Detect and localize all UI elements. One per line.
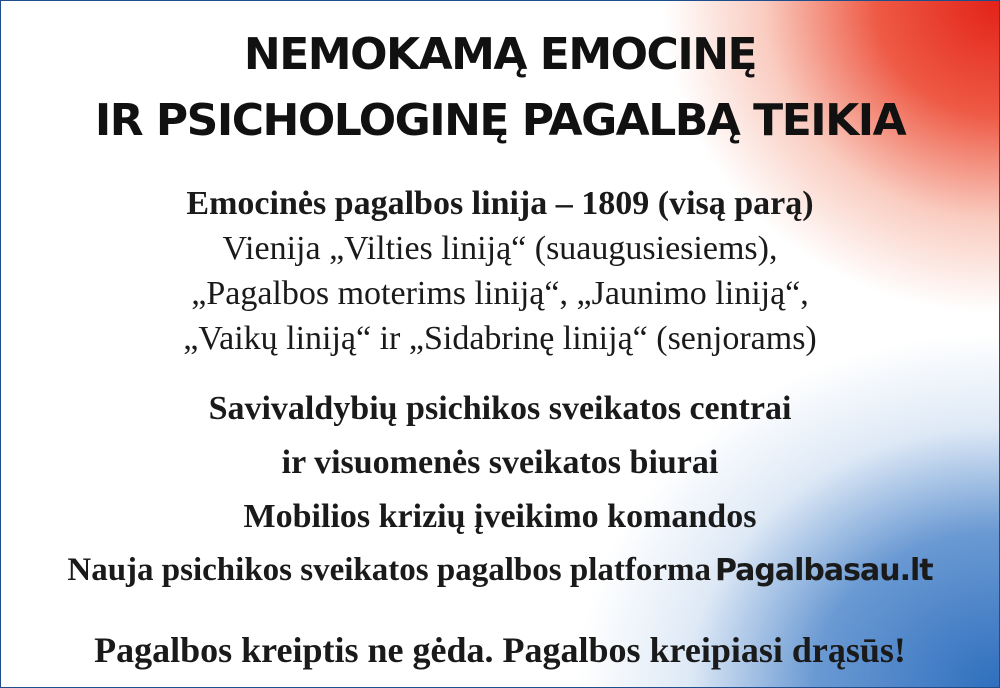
- headline-line-1: NEMOKAMĄ EMOCINĘ: [243, 29, 757, 80]
- headline-line-2: IR PSICHOLOGINĘ PAGALBĄ TEIKIA: [94, 95, 906, 146]
- platform-text: Nauja psichikos sveikatos pagalbos platforma: [67, 552, 711, 588]
- slogan: Pagalbos kreiptis ne gėda. Pagalbos kreipiasi drąsūs!: [94, 630, 906, 670]
- service-line-2: ir visuomenės sveikatos biurai: [281, 444, 719, 481]
- helpline-line-1: Vienija „Vilties liniją“ (suaugusiesiems),: [222, 230, 778, 267]
- platform-line: [1, 552, 999, 589]
- helpline-line-2: „Pagalbos moterims liniją“, „Jaunimo liniją“,: [191, 275, 809, 312]
- service-line-1: Savivaldybių psichikos sveikatos centrai: [208, 390, 792, 427]
- helpline-line-3: „Vaikų liniją“ ir „Sidabrinę liniją“ (senjorams): [183, 320, 817, 357]
- helpline-title: Emocinės pagalbos linija – 1809 (visą parą): [186, 185, 814, 222]
- service-line-3: Mobilios krizių įveikimo komandos: [243, 498, 757, 535]
- platform-brand: Pagalbasau.lt: [714, 553, 933, 588]
